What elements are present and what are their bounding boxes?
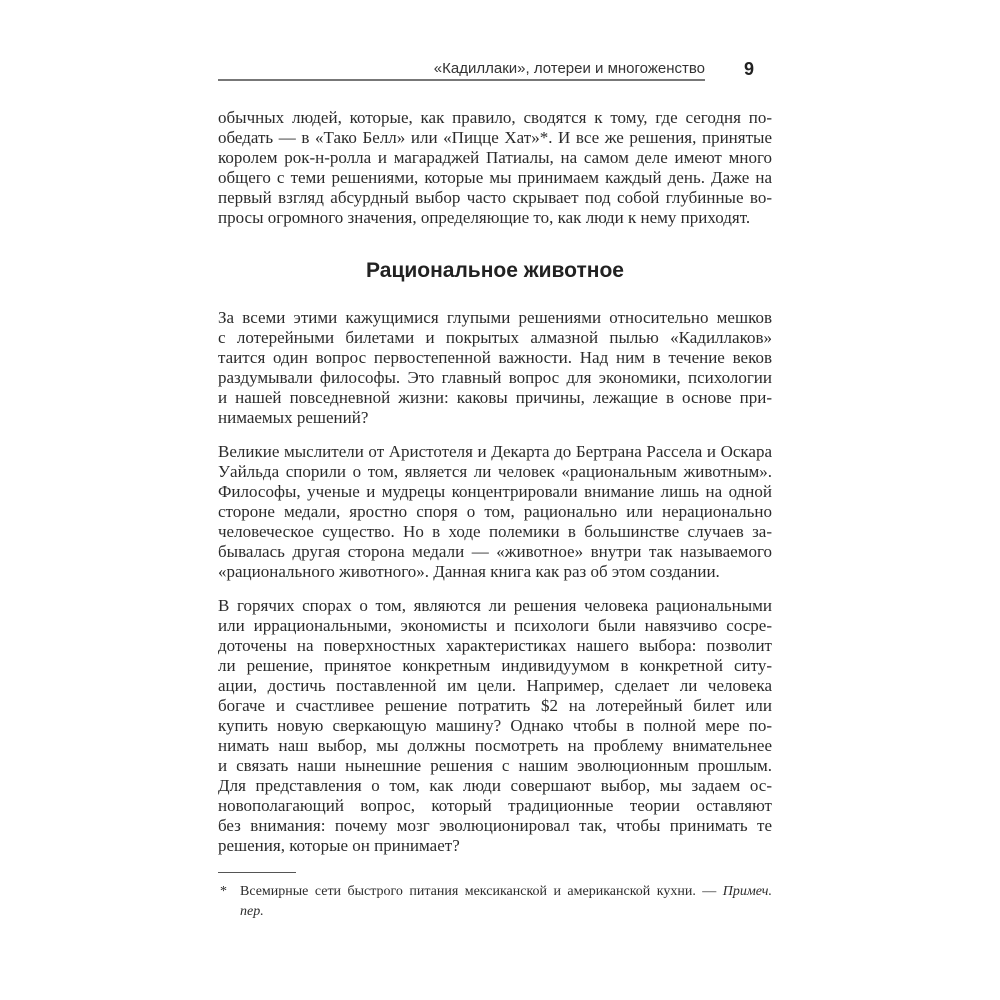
page-number: 9 (744, 59, 755, 79)
text-line: первый взгляд абсурдный выбор часто скрывает под собой глубинные во- (218, 188, 772, 207)
text-line: Для представления о том, как люди совершают выбор, мы задаем ос- (218, 776, 772, 795)
footnote-note-label: Примеч. (722, 884, 772, 899)
running-header (218, 60, 705, 81)
footnote-line (218, 882, 772, 902)
footnote-marker: * (220, 884, 227, 899)
text-line: королем рок-н-ролла и магараджей Патиалы, на самом деле имеют много (218, 148, 772, 167)
section-heading: Рациональное животное (366, 259, 624, 282)
text-line: Уайльда спорили о том, является ли человек «рациональным животным». (218, 462, 772, 481)
text-line: купить новую сверкающую машину? Однако чтобы в полной мере по- (218, 716, 772, 735)
running-title: «Кадиллаки», лотереи и многоженство (433, 60, 705, 77)
text-line: богаче и счастливее решение потратить $2 на лотерейный билет или (218, 696, 772, 715)
footnote-line (218, 902, 772, 922)
text-line: решения, которые он принимает? (218, 836, 460, 855)
text-line: общего с теми решениями, которые мы принимаем каждый день. Даже на (218, 168, 772, 187)
text-line: обычных людей, которые, как правило, сводятся к тому, где сегодня по- (218, 108, 772, 127)
paragraph-4 (218, 596, 772, 856)
text-line: Философы, ученые и мудрецы концентрировали внимание лишь на одной (218, 482, 772, 501)
text-line: «рационального животного». Данная книга как раз об этом создании. (218, 562, 720, 581)
footnote-text: Всемирные сети быстрого питания мексиканской и американской кухни. — (240, 884, 717, 899)
text-line: бывалась другая сторона медали — «животное» внутри так называемого (218, 542, 772, 561)
text-line: просы огромного значения, определяющие то, как люди к нему приходят. (218, 208, 751, 227)
text-line: новополагающий вопрос, который традиционные теории оставляют (218, 796, 772, 815)
text-line: ли решение, принятое конкретным индивидуумом в конкретной ситу- (218, 656, 772, 675)
paragraph-2 (218, 308, 772, 428)
text-line: нимаемых решений? (218, 408, 369, 427)
text-line: без внимания: почему мозг эволюционировал так, чтобы принимать те (218, 816, 772, 835)
text-line: стороне медали, яростно споря о том, рационально или нерационально (218, 502, 772, 521)
text-line: таится один вопрос первостепенной важности. Над ним в течение веков (218, 348, 772, 367)
text-line: обедать — в «Тако Белл» или «Пицце Хат»*. И все же решения, принятые (218, 128, 772, 147)
text-line: с лотерейными билетами и покрытых алмазной пылью «Кадиллаков» (218, 328, 772, 347)
text-line: и связать наши нынешние решения с нашим эволюционным прошлым. (218, 756, 772, 775)
footnote-divider (218, 872, 296, 873)
paragraph-3 (218, 442, 772, 582)
paragraph-1 (218, 108, 772, 228)
text-line: В горячих спорах о том, являются ли решения человека рациональными (218, 596, 772, 615)
text-line: раздумывали философы. Это главный вопрос для экономики, психологии (218, 368, 772, 387)
text-line: Великие мыслители от Аристотеля и Декарта до Бертрана Рассела и Оскара (218, 442, 772, 461)
text-line: доточены на поверхностных характеристиках нашего выбора: позволит (218, 636, 772, 655)
text-line: За всеми этими кажущимися глупыми решениями относительно мешков (218, 308, 772, 327)
text-line: ации, достичь поставленной им цели. Например, сделает ли человека (218, 676, 772, 695)
footnote (218, 882, 772, 922)
text-line: нимать наш выбор, мы должны посмотреть на проблему внимательнее (218, 736, 772, 755)
footnote-note-label: пер. (240, 904, 264, 919)
text-line: и нашей повседневной жизни: каковы причины, лежащие в основе при- (218, 388, 772, 407)
text-line: человеческое существо. Но в ходе полемики в большинстве случаев за- (218, 522, 772, 541)
text-line: или иррациональными, экономисты и психологи были навязчиво сосре- (218, 616, 772, 635)
